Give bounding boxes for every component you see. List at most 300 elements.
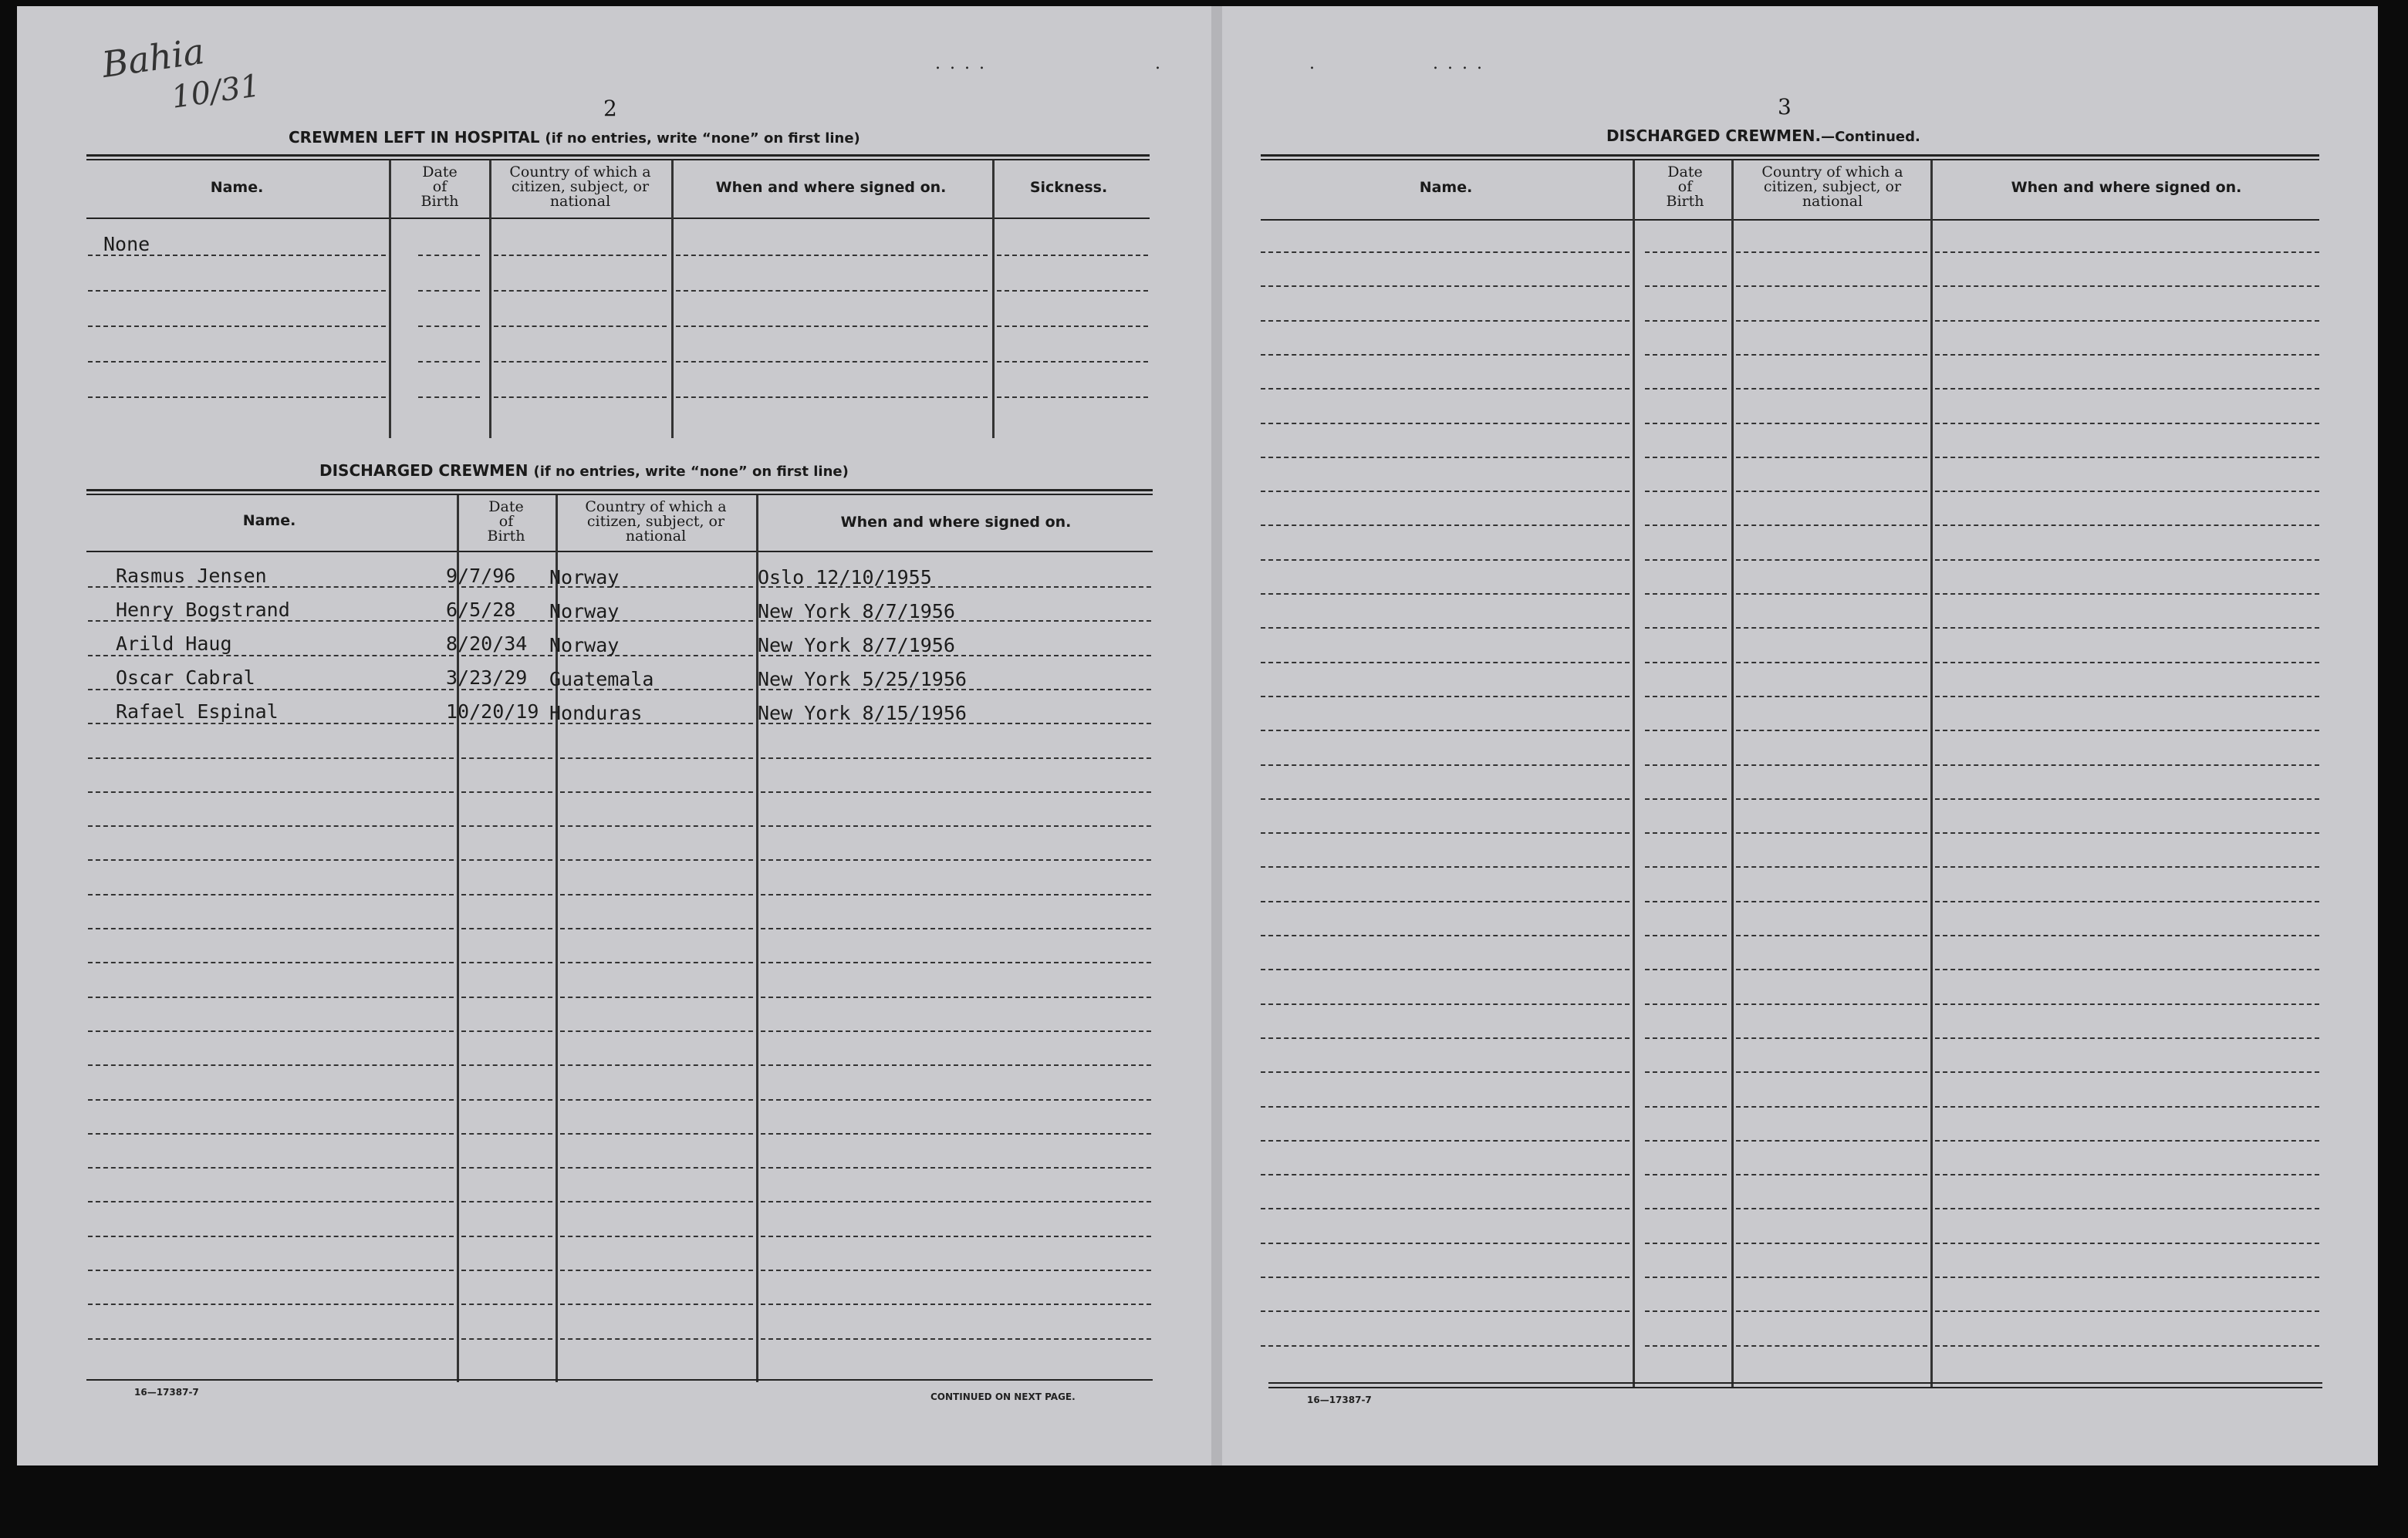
dashed-rule [1261,1243,1630,1244]
dashed-rule [560,928,753,929]
page-gutter [1211,6,1222,1465]
dashed-rule [1645,457,1727,458]
dashed-rule [1935,832,2319,834]
dashed-rule [1645,1208,1727,1209]
dashed-rule [1645,559,1727,561]
crew-country: Honduras [549,702,643,724]
hospital-entry: None [103,233,150,255]
dashed-rule [1261,935,1630,936]
dashed-rule [1736,901,1927,902]
dashed-rule [88,689,454,690]
dashed-rule [560,1064,753,1066]
dashed-rule [560,1304,753,1305]
dashed-rule [1645,832,1727,834]
dashed-rule [1645,1174,1727,1175]
crew-country: Norway [549,566,620,589]
dashed-rule [1935,730,2319,731]
hospital-title-note: (if no entries, write “none” on first line) [545,130,860,147]
dashed-rule [676,361,988,363]
dob-line2: of [498,513,514,530]
dashed-rule [418,255,480,256]
dashed-rule [1736,423,1927,424]
right-form-number: 16—17387-7 [1307,1395,1372,1405]
dashed-rule [1261,491,1630,492]
crew-country: Guatemala [549,668,654,690]
dob-line2: of [1677,178,1693,195]
dashed-rule [1645,285,1727,287]
right-col-divider [1633,160,1635,1388]
dashed-rule [1645,593,1727,595]
dashed-rule [494,361,667,363]
dashed-rule [1645,696,1727,697]
dashed-rule [761,1167,1151,1169]
dashed-rule [1261,1037,1630,1039]
dashed-rule [560,1338,753,1340]
dashed-rule [1736,285,1927,287]
dashed-rule [88,928,454,929]
left-page-number: 2 [603,96,617,121]
dashed-rule [1261,1071,1630,1073]
dashed-rule [88,396,386,398]
scanned-document [17,6,2378,1465]
dashed-rule [88,825,454,827]
right-page-title [1606,126,1920,145]
hospital-col-divider [992,160,995,438]
dashed-rule [461,757,552,759]
dashed-rule [1736,1345,1927,1347]
dashed-rule [560,894,753,895]
discharged-col-divider [756,495,758,1382]
dashed-rule [1261,901,1630,902]
discharged-title-note: (if no entries, write “none” on first line) [533,464,849,480]
dashed-rule [560,825,753,827]
dashed-rule [560,859,753,861]
discharged-section-title [319,461,849,480]
dashed-rule [88,361,386,363]
dashed-rule [1736,524,1927,526]
dashed-rule [1736,1174,1927,1175]
crew-dob: 3/23/29 [446,666,528,689]
dashed-rule [1261,423,1630,424]
dashed-rule [88,325,386,327]
dashed-rule [1736,1140,1927,1142]
dashed-rule [560,1133,753,1135]
hospital-col-name: Name. [210,179,264,196]
country-line3: national [1802,193,1863,210]
country-line3: national [549,193,611,210]
dashed-rule [1645,491,1727,492]
dashed-rule [494,325,667,327]
dashed-rule [1935,1003,2319,1005]
dashed-rule [1261,593,1630,595]
dashed-rule [1935,1037,2319,1039]
dob-line3: Birth [420,193,459,210]
dashed-rule [88,1167,454,1169]
dashed-rule [761,1201,1151,1202]
dashed-rule [1935,901,2319,902]
right-col-name: Name. [1419,179,1473,196]
dashed-rule [1736,798,1927,800]
dashed-rule [761,1099,1151,1101]
dashed-rule [1261,662,1630,663]
crew-name: Rafael Espinal [116,700,279,723]
dashed-rule [1935,1345,2319,1347]
dashed-rule [1736,593,1927,595]
dob-line1: Date [422,164,458,180]
hospital-col-divider [671,160,674,438]
dashed-rule [461,1304,552,1305]
country-line2: citizen, subject, or [586,513,725,530]
binding-dots: .... [935,54,994,73]
dashed-rule [1645,524,1727,526]
handwritten-note-line2: 10/31 [169,68,262,116]
dashed-rule [1736,491,1927,492]
dashed-rule [1736,764,1927,766]
right-bottom-rule-2 [1268,1387,2322,1388]
dashed-rule [1261,251,1630,253]
dashed-rule [1261,798,1630,800]
dashed-rule [1736,1106,1927,1108]
dashed-rule [88,894,454,895]
dashed-rule [1736,627,1927,629]
dashed-rule [461,689,552,690]
dashed-rule [1261,320,1630,322]
dashed-rule [461,1099,552,1101]
right-col-country [1736,165,1929,209]
discharged-col-divider [556,495,558,1382]
dashed-rule [1736,559,1927,561]
dashed-rule [1736,1243,1927,1244]
dashed-rule [461,859,552,861]
dashed-rule [1935,1106,2319,1108]
dashed-rule [418,396,480,398]
dashed-rule [88,1236,454,1237]
dashed-rule [560,997,753,998]
dashed-rule [461,928,552,929]
dob-line3: Birth [1666,193,1704,210]
crew-dob: 6/5/28 [446,599,516,621]
dashed-rule [1736,1310,1927,1312]
dashed-rule [1645,1106,1727,1108]
dashed-rule [997,325,1148,327]
dashed-rule [1736,1277,1927,1278]
dashed-rule [1261,866,1630,868]
dashed-rule [1935,285,2319,287]
dashed-rule [1261,388,1630,390]
dashed-rule [461,962,552,963]
left-form-number: 16—17387-7 [134,1387,199,1398]
right-page-number: 3 [1778,94,1792,120]
dashed-rule [1935,969,2319,970]
dashed-rule [1645,662,1727,663]
dashed-rule [1261,832,1630,834]
dashed-rule [1261,559,1630,561]
discharged-col-dob [458,500,554,544]
hospital-col-signed: When and where signed on. [715,179,947,196]
country-line2: citizen, subject, or [511,178,650,195]
dashed-rule [1261,524,1630,526]
dashed-rule [761,928,1151,929]
dashed-rule [461,791,552,793]
dashed-rule [1935,320,2319,322]
hospital-col-sickness: Sickness. [1029,179,1108,196]
dashed-rule [1261,764,1630,766]
hospital-col-divider [389,160,391,438]
dashed-rule [1645,1071,1727,1073]
dashed-rule [761,825,1151,827]
continued-note: CONTINUED ON NEXT PAGE. [930,1391,1076,1402]
dashed-rule [461,1064,552,1066]
dashed-rule [1261,627,1630,629]
dashed-rule [560,1099,753,1101]
binding-dots: . [1309,54,1324,73]
dashed-rule [88,1304,454,1305]
dashed-rule [1645,1345,1727,1347]
dashed-rule [1645,388,1727,390]
dashed-rule [1736,662,1927,663]
dashed-rule [1935,627,2319,629]
dashed-rule [997,361,1148,363]
dashed-rule [1935,491,2319,492]
dashed-rule [761,894,1151,895]
crew-signed-on: Oslo 12/10/1955 [758,566,932,589]
dashed-rule [1645,730,1727,731]
dashed-rule [88,290,386,292]
crew-dob: 8/20/34 [446,632,528,655]
country-line1: Country of which a [1761,164,1903,180]
dashed-rule [461,1030,552,1032]
dashed-rule [1645,627,1727,629]
dashed-rule [1261,1345,1630,1347]
dashed-rule [1736,1003,1927,1005]
dashed-rule [1935,764,2319,766]
dashed-rule [1645,798,1727,800]
dashed-rule [461,894,552,895]
crew-signed-on: New York 8/7/1956 [758,600,955,622]
discharged-col-country [557,500,755,544]
dashed-rule [1645,423,1727,424]
right-top-rule [1261,154,2319,157]
crew-country: Norway [549,634,620,656]
dashed-rule [761,1338,1151,1340]
dashed-rule [676,290,988,292]
discharged-title-text: DISCHARGED CREWMEN [319,461,529,480]
crew-signed-on: New York 8/15/1956 [758,702,967,724]
dashed-rule [1645,866,1727,868]
dashed-rule [461,997,552,998]
right-title-text: DISCHARGED CREWMEN. [1606,126,1822,145]
dashed-rule [461,1133,552,1135]
dashed-rule [1736,730,1927,731]
hospital-col-country [491,165,669,209]
dashed-rule [88,1030,454,1032]
binding-dots: .... [1433,54,1491,73]
dashed-rule [997,290,1148,292]
right-col-divider [1930,160,1933,1388]
handwritten-note-line1: Bahia [99,30,208,86]
dashed-rule [88,997,454,998]
dashed-rule [676,396,988,398]
dashed-rule [761,859,1151,861]
dashed-rule [1935,423,2319,424]
dashed-rule [1645,251,1727,253]
dashed-rule [1736,1071,1927,1073]
dashed-rule [88,757,454,759]
discharged-top-rule [86,489,1153,491]
dashed-rule [1261,1140,1630,1142]
right-top-rule-2 [1261,159,2319,160]
right-header-rule [1261,219,2319,221]
hospital-top-rule [86,154,1150,157]
dashed-rule [1645,1140,1727,1142]
dashed-rule [461,1270,552,1271]
dashed-rule [418,325,480,327]
dashed-rule [560,757,753,759]
right-title-suffix: —Continued. [1821,129,1920,145]
dob-line3: Birth [487,528,525,545]
dashed-rule [1736,457,1927,458]
discharged-col-divider [457,495,459,1382]
dashed-rule [461,1236,552,1237]
country-line1: Country of which a [509,164,651,180]
dashed-rule [1645,1037,1727,1039]
crew-dob: 10/20/19 [446,700,539,723]
dashed-rule [1645,1277,1727,1278]
dashed-rule [761,1030,1151,1032]
dashed-rule [461,1167,552,1169]
hospital-section-title [289,128,860,147]
dashed-rule [1935,798,2319,800]
right-col-signed: When and where signed on. [2011,179,2242,196]
dashed-rule [1736,1037,1927,1039]
crew-dob: 9/7/96 [446,565,516,587]
dashed-rule [1935,457,2319,458]
dashed-rule [494,255,667,256]
dashed-rule [1935,388,2319,390]
dashed-rule [560,1270,753,1271]
dashed-rule [88,723,454,724]
dashed-rule [761,791,1151,793]
dashed-rule [1935,593,2319,595]
dashed-rule [1935,1140,2319,1142]
dashed-rule [88,255,386,256]
dashed-rule [1736,866,1927,868]
dashed-rule [1261,457,1630,458]
dashed-rule [1736,320,1927,322]
hospital-title-text: CREWMEN LEFT IN HOSPITAL [289,128,540,147]
dashed-rule [1935,1208,2319,1209]
right-col-dob [1637,165,1733,209]
hospital-top-rule-2 [86,159,1150,160]
dashed-rule [88,962,454,963]
discharged-col-signed: When and where signed on. [840,514,1072,531]
dashed-rule [418,290,480,292]
hospital-col-dob [392,165,488,209]
dashed-rule [1935,1310,2319,1312]
dashed-rule [1935,935,2319,936]
dashed-rule [761,962,1151,963]
dashed-rule [461,825,552,827]
dashed-rule [560,1236,753,1237]
dashed-rule [1645,901,1727,902]
dashed-rule [1935,251,2319,253]
dashed-rule [88,1338,454,1340]
discharged-col-name: Name. [242,512,296,529]
dashed-rule [494,290,667,292]
dashed-rule [494,396,667,398]
dashed-rule [88,1270,454,1271]
dashed-rule [761,1304,1151,1305]
dashed-rule [1736,969,1927,970]
dashed-rule [1736,832,1927,834]
dashed-rule [1935,696,2319,697]
crew-country: Norway [549,600,620,622]
dashed-rule [997,255,1148,256]
dashed-rule [560,791,753,793]
dashed-rule [1935,866,2319,868]
dashed-rule [1736,388,1927,390]
dashed-rule [88,1064,454,1066]
hospital-col-divider [489,160,491,438]
dashed-rule [1736,354,1927,356]
crew-name: Arild Haug [116,632,232,655]
dashed-rule [676,325,988,327]
dashed-rule [1261,1310,1630,1312]
hospital-header-rule [86,218,1150,219]
dashed-rule [1736,251,1927,253]
dashed-rule [761,1133,1151,1135]
dashed-rule [1645,320,1727,322]
right-bottom-rule [1268,1382,2322,1384]
dashed-rule [1261,1208,1630,1209]
dashed-rule [1736,1208,1927,1209]
discharged-header-rule [86,551,1153,552]
dashed-rule [461,1201,552,1202]
crew-signed-on: New York 5/25/1956 [758,668,967,690]
dashed-rule [88,1201,454,1202]
dashed-rule [1261,1003,1630,1005]
dashed-rule [1736,696,1927,697]
crew-name: Oscar Cabral [116,666,255,689]
dashed-rule [1645,1243,1727,1244]
dashed-rule [1645,969,1727,970]
dashed-rule [1645,1003,1727,1005]
dashed-rule [418,361,480,363]
dashed-rule [1261,730,1630,731]
dashed-rule [1935,524,2319,526]
dashed-rule [1935,1174,2319,1175]
dashed-rule [1935,354,2319,356]
dashed-rule [761,997,1151,998]
discharged-top-rule-2 [86,494,1153,495]
dashed-rule [997,396,1148,398]
dob-line1: Date [488,498,524,515]
dashed-rule [761,1270,1151,1271]
dashed-rule [461,1338,552,1340]
dashed-rule [88,791,454,793]
binding-dots: . [1155,54,1170,73]
dashed-rule [88,859,454,861]
dashed-rule [761,757,1151,759]
dashed-rule [1261,1277,1630,1278]
dob-line1: Date [1667,164,1703,180]
crew-name: Henry Bogstrand [116,599,290,621]
country-line3: national [625,528,687,545]
country-line1: Country of which a [585,498,727,515]
dashed-rule [560,962,753,963]
dashed-rule [1645,935,1727,936]
dashed-rule [1645,354,1727,356]
